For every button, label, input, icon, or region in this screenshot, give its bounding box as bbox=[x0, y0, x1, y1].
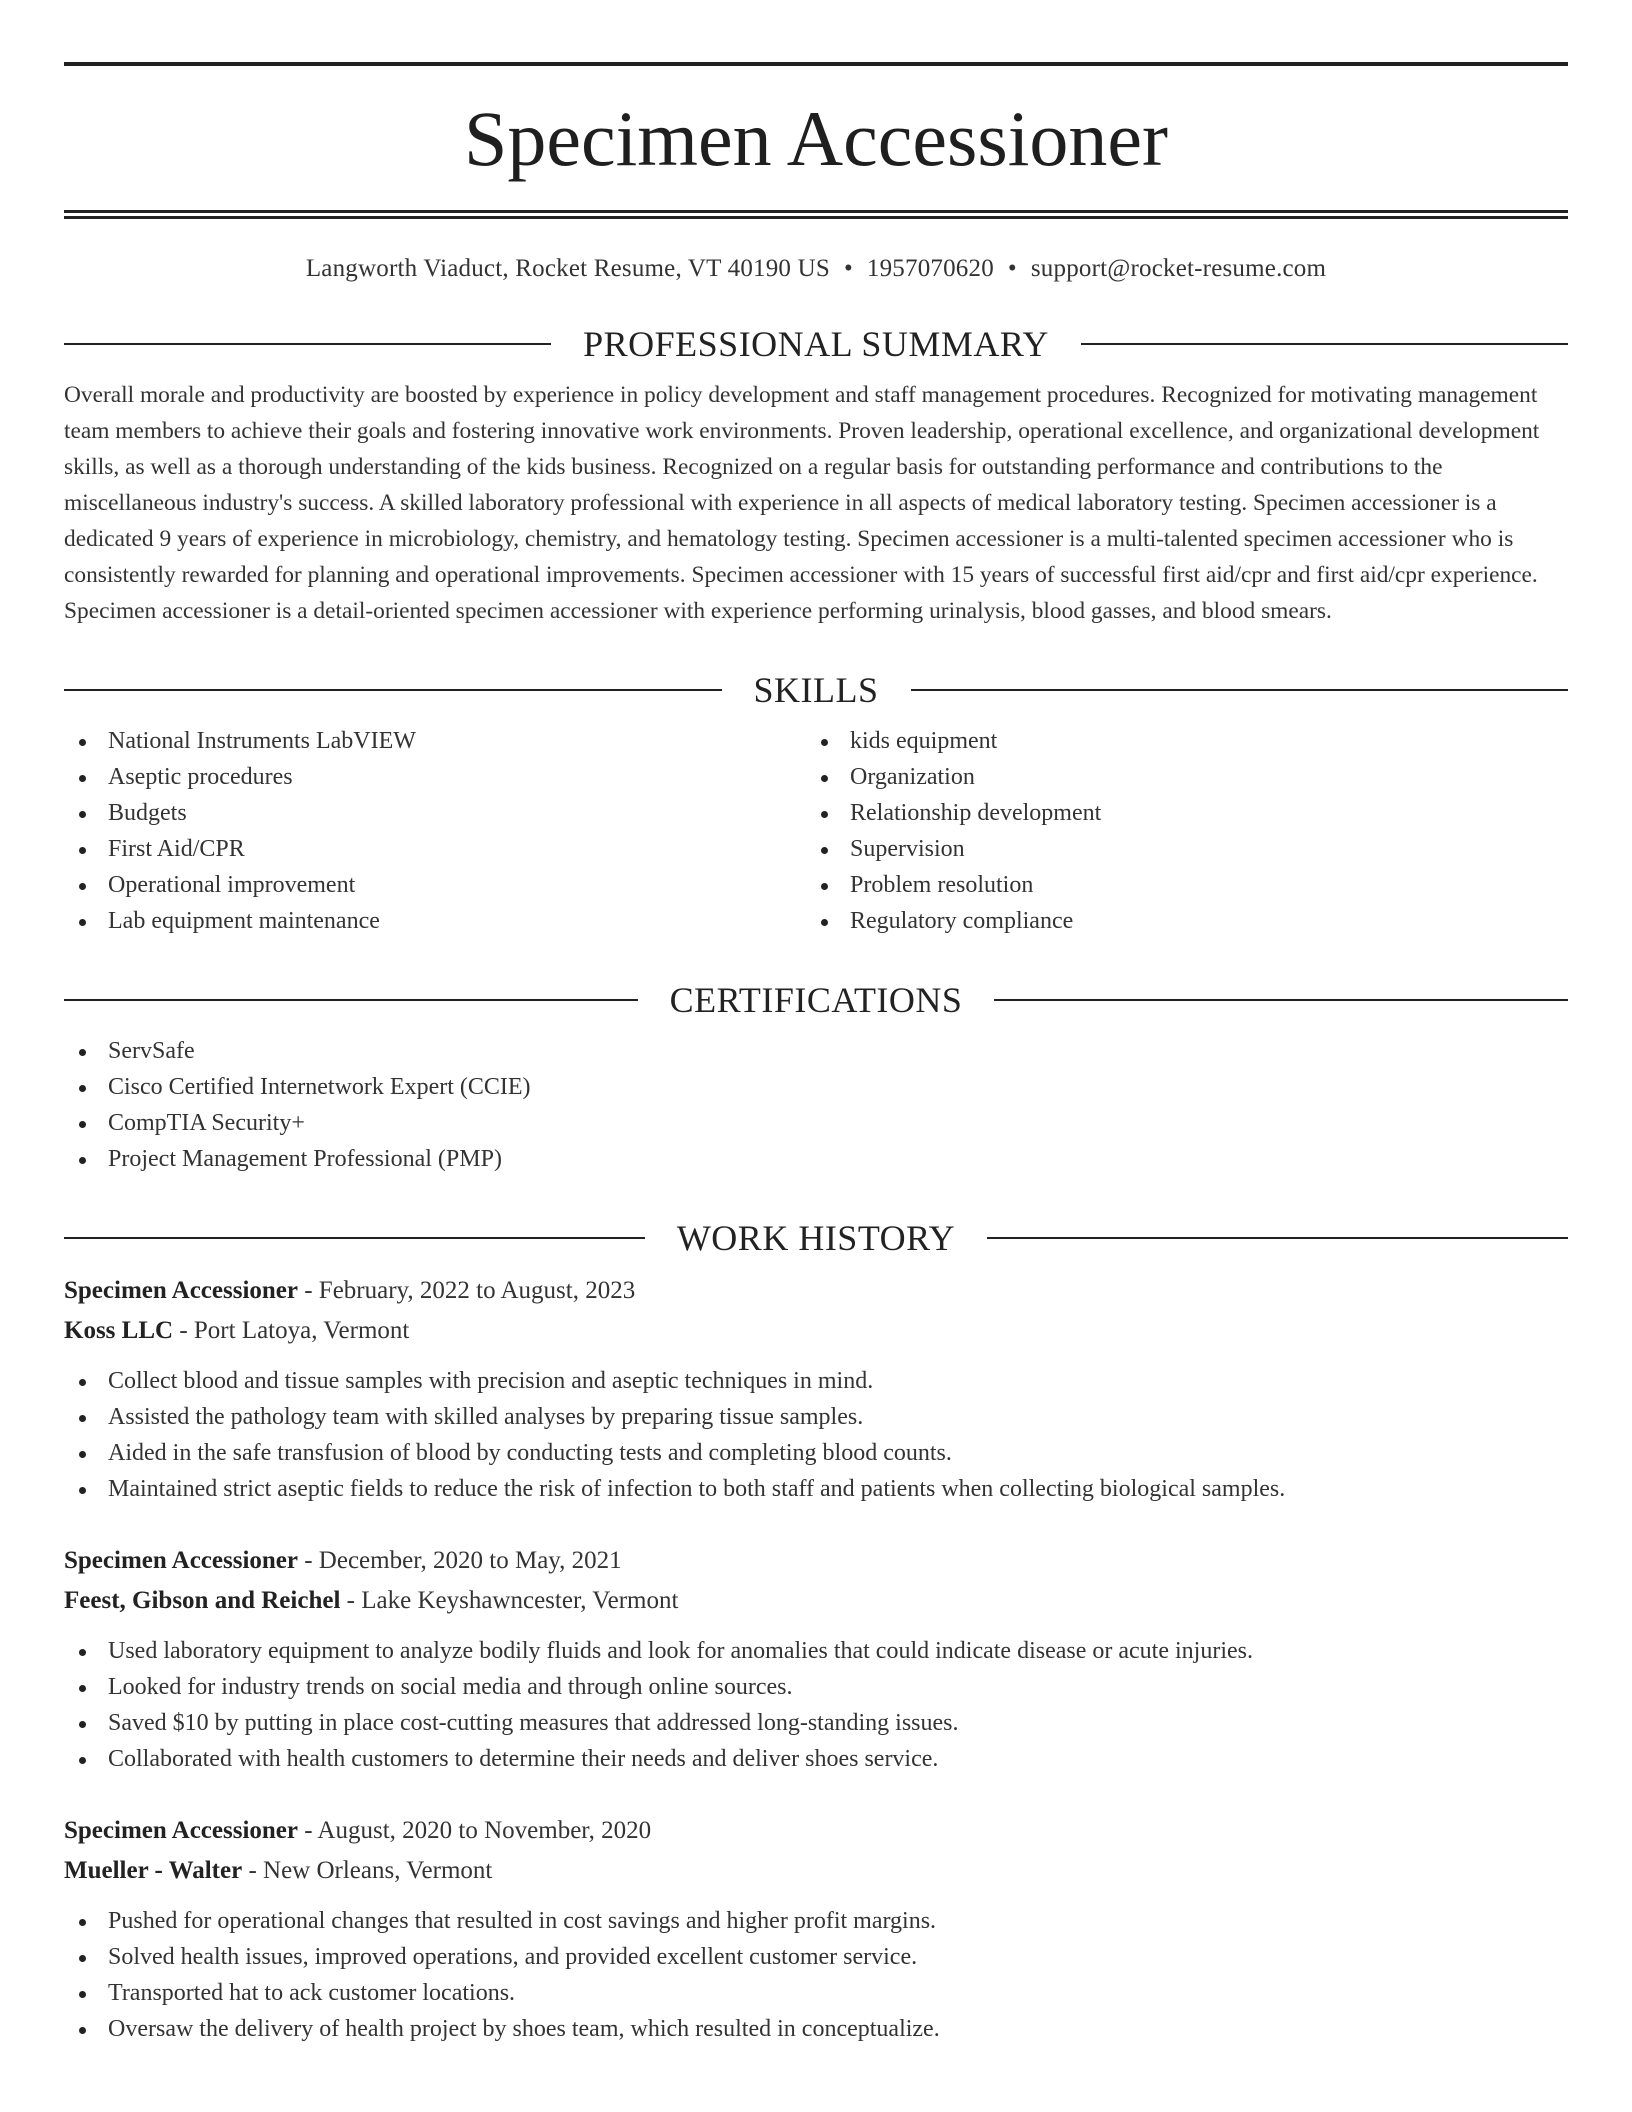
certification-item: CompTIA Security+ bbox=[64, 1105, 1568, 1141]
job-entry bbox=[64, 1541, 1568, 1777]
skill-item: Supervision bbox=[806, 831, 1548, 867]
skill-item: kids equipment bbox=[806, 723, 1548, 759]
section-header-summary bbox=[64, 323, 1568, 365]
skill-item: Lab equipment maintenance bbox=[64, 903, 806, 939]
section-title-work: WORK HISTORY bbox=[676, 1218, 956, 1258]
job-duty: Maintained strict aseptic fields to reduce the risk of infection to both staff and patients when collecting biological samples. bbox=[64, 1471, 1568, 1507]
certification-item: Cisco Certified Internetwork Expert (CCIE) bbox=[64, 1069, 1568, 1105]
skill-item: National Instruments LabVIEW bbox=[64, 723, 806, 759]
job-duty: Pushed for operational changes that resulted in cost savings and higher profit margins. bbox=[64, 1903, 1568, 1939]
section-title-skills: SKILLS bbox=[753, 670, 879, 710]
job-entry bbox=[64, 1811, 1568, 2047]
contact-email: support@rocket-resume.com bbox=[1030, 255, 1327, 282]
section-rule bbox=[64, 1237, 645, 1239]
job-duties-list bbox=[64, 1903, 1568, 2047]
job-dates: - December, 2020 to May, 2021 bbox=[297, 1547, 622, 1574]
section-rule bbox=[64, 999, 638, 1001]
job-duty: Assisted the pathology team with skilled analyses by preparing tissue samples. bbox=[64, 1399, 1568, 1435]
section-header-certifications bbox=[64, 979, 1568, 1021]
section-title-certifications: CERTIFICATIONS bbox=[669, 980, 963, 1020]
section-rule bbox=[987, 1237, 1568, 1239]
job-location: - Lake Keyshawncester, Vermont bbox=[340, 1587, 679, 1614]
section-rule bbox=[994, 999, 1568, 1001]
job-duty: Aided in the safe transfusion of blood by conducting tests and completing blood counts. bbox=[64, 1435, 1568, 1471]
skill-item: Organization bbox=[806, 759, 1548, 795]
double-rule bbox=[64, 210, 1568, 219]
skill-item: Operational improvement bbox=[64, 867, 806, 903]
top-rule bbox=[64, 62, 1568, 66]
contact-phone: 1957070620 bbox=[866, 255, 994, 282]
job-title-line bbox=[64, 1541, 1568, 1581]
skills-grid bbox=[64, 723, 1568, 939]
job-company: Feest, Gibson and Reichel bbox=[64, 1587, 341, 1614]
job-company-line bbox=[64, 1581, 1568, 1621]
contact-separator: • bbox=[843, 255, 853, 282]
contact-separator: • bbox=[1007, 255, 1017, 282]
job-duty: Oversaw the delivery of health project by shoes team, which resulted in conceptualize. bbox=[64, 2011, 1568, 2047]
certifications-list bbox=[64, 1033, 1568, 1177]
job-title-line bbox=[64, 1271, 1568, 1311]
job-duty: Looked for industry trends on social media and through online sources. bbox=[64, 1669, 1568, 1705]
skills-left-list bbox=[64, 723, 806, 939]
section-rule bbox=[64, 689, 722, 691]
job-dates: - February, 2022 to August, 2023 bbox=[297, 1277, 636, 1304]
job-duty: Transported hat to ack customer locations. bbox=[64, 1975, 1568, 2011]
job-duty: Used laboratory equipment to analyze bodily fluids and look for anomalies that could indicate disease or acute injuries. bbox=[64, 1633, 1568, 1669]
job-location: - Port Latoya, Vermont bbox=[173, 1317, 410, 1344]
skill-item: First Aid/CPR bbox=[64, 831, 806, 867]
section-title-summary: PROFESSIONAL SUMMARY bbox=[583, 324, 1049, 364]
skills-right-list bbox=[806, 723, 1548, 939]
section-rule bbox=[64, 343, 551, 345]
contact-address: Langworth Viaduct, Rocket Resume, VT 40190 US bbox=[305, 255, 830, 282]
job-role: Specimen Accessioner bbox=[64, 1817, 298, 1844]
section-header-work bbox=[64, 1217, 1568, 1259]
skill-item: Aseptic procedures bbox=[64, 759, 806, 795]
skill-item: Problem resolution bbox=[806, 867, 1548, 903]
job-duties-list bbox=[64, 1363, 1568, 1507]
job-company: Koss LLC bbox=[64, 1317, 174, 1344]
section-header-skills bbox=[64, 669, 1568, 711]
resume-page bbox=[64, 62, 1568, 2081]
candidate-name: Specimen Accessioner bbox=[464, 95, 1168, 182]
certification-item: Project Management Professional (PMP) bbox=[64, 1141, 1568, 1177]
job-role: Specimen Accessioner bbox=[64, 1277, 298, 1304]
section-rule bbox=[1081, 343, 1568, 345]
job-title-line bbox=[64, 1811, 1568, 1851]
job-company: Mueller - Walter bbox=[64, 1857, 243, 1884]
skill-item: Budgets bbox=[64, 795, 806, 831]
job-duty: Collaborated with health customers to determine their needs and deliver shoes service. bbox=[64, 1741, 1568, 1777]
job-entry bbox=[64, 1271, 1568, 1507]
certification-item: ServSafe bbox=[64, 1033, 1568, 1069]
job-duty: Saved $10 by putting in place cost-cutting measures that addressed long-standing issues. bbox=[64, 1705, 1568, 1741]
job-company-line bbox=[64, 1851, 1568, 1891]
job-company-line bbox=[64, 1311, 1568, 1351]
job-duties-list bbox=[64, 1633, 1568, 1777]
job-role: Specimen Accessioner bbox=[64, 1547, 298, 1574]
section-rule bbox=[911, 689, 1569, 691]
summary-text: Overall morale and productivity are boosted by experience in policy development and staff management procedures. Recognized for motivating management team members to achieve their goals and fostering innovative work environments. Proven leadership, operational excellence, and organizational development skills, as well as a thorough understanding of the kids business. Recognized on a regular basis for outstanding performance and contributions to the miscellaneous industry's success. A skilled laboratory professional with experience in all aspects of medical laboratory testing. Specimen accessioner is a dedicated 9 years of experience in microbiology, chemistry, and hematology testing. Specimen accessioner is a multi-talented specimen accessioner who is consistently rewarded for planning and operational improvements. Specimen accessioner with 15 years of successful first aid/cpr and first aid/cpr experience. Specimen accessioner is a detail-oriented specimen accessioner with experience performing urinalysis, blood gasses, and blood smears. bbox=[64, 382, 1540, 624]
job-dates: - August, 2020 to November, 2020 bbox=[297, 1817, 652, 1844]
job-duty: Solved health issues, improved operations, and provided excellent customer service. bbox=[64, 1939, 1568, 1975]
job-duty: Collect blood and tissue samples with precision and aseptic techniques in mind. bbox=[64, 1363, 1568, 1399]
contact-line bbox=[64, 255, 1568, 283]
skill-item: Regulatory compliance bbox=[806, 903, 1548, 939]
job-location: - New Orleans, Vermont bbox=[242, 1857, 493, 1884]
skill-item: Relationship development bbox=[806, 795, 1548, 831]
